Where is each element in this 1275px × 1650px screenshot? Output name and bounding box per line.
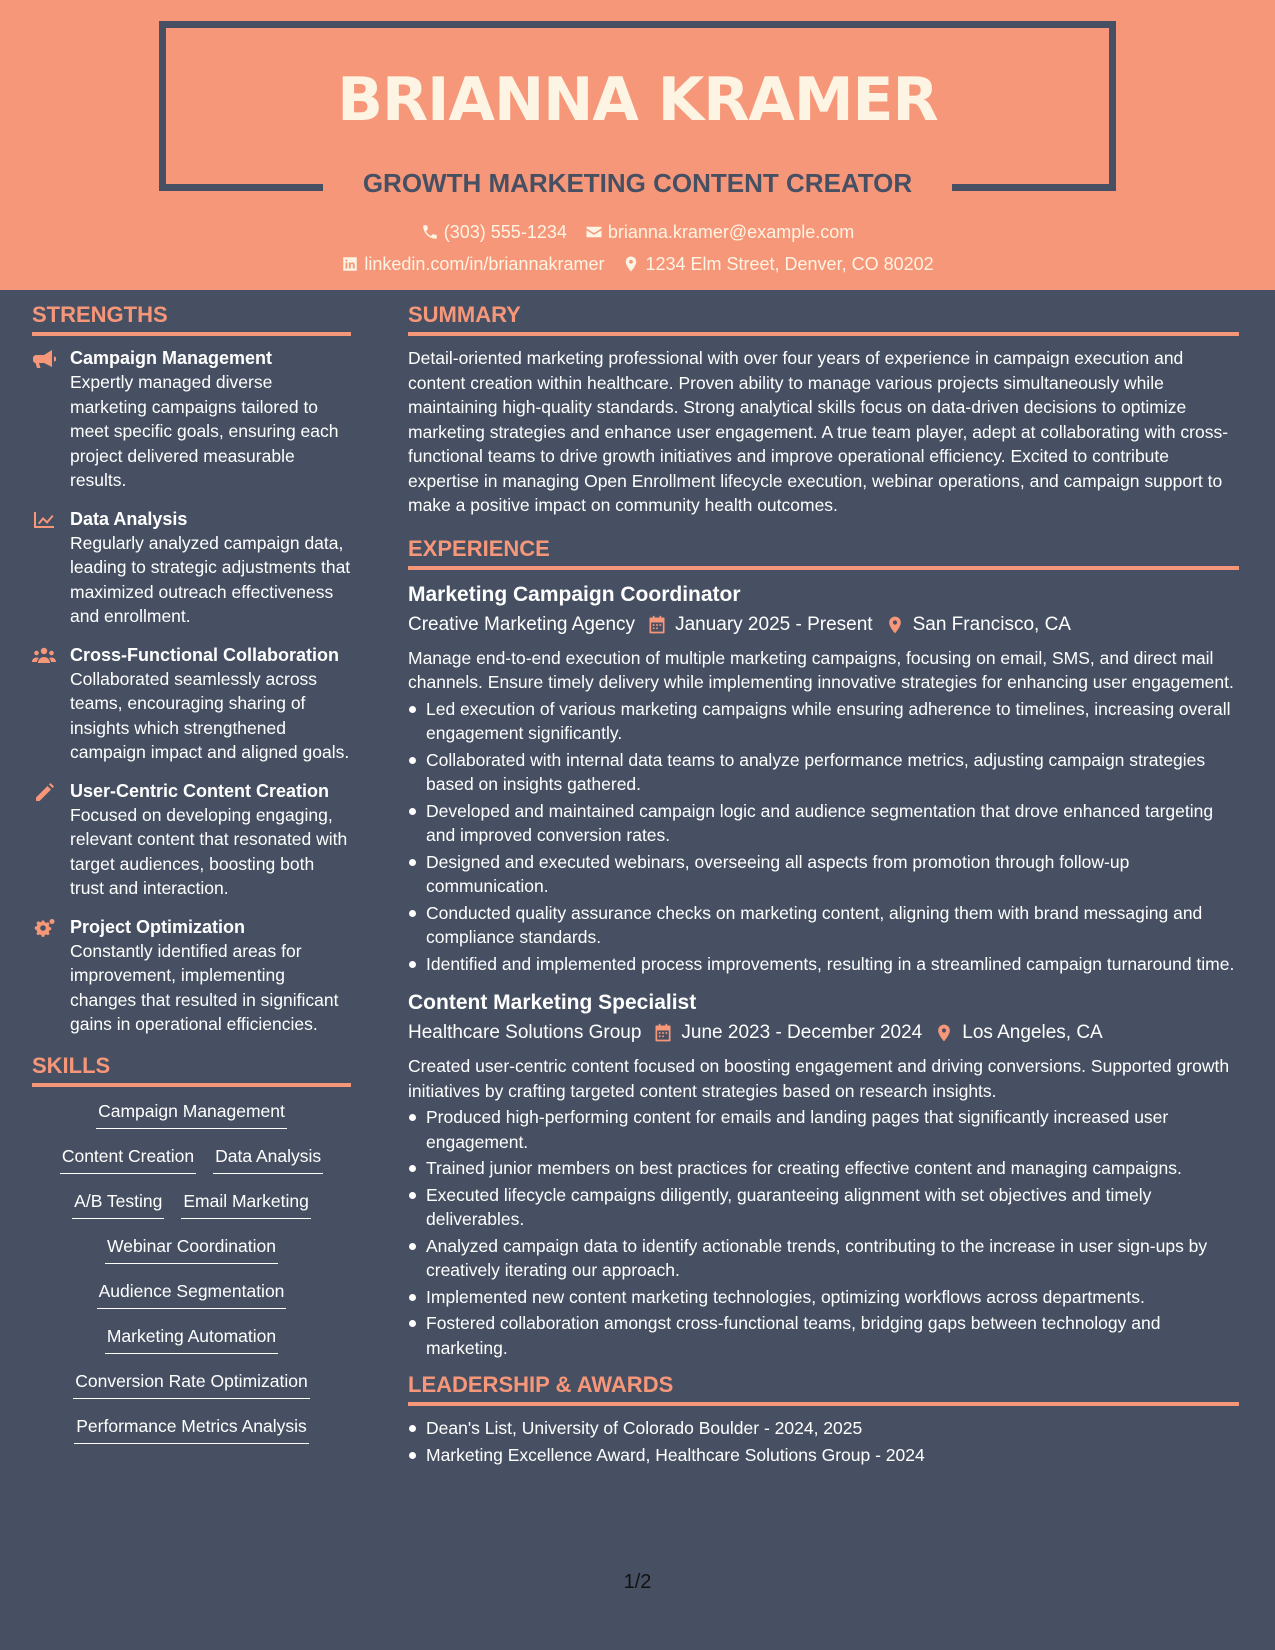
candidate-role: GROWTH MARKETING CONTENT CREATOR	[362, 168, 913, 198]
strength-item	[32, 915, 351, 1037]
gears-icon	[32, 918, 56, 938]
linkedin-icon	[341, 255, 359, 273]
left-column	[32, 300, 351, 1457]
skills-line	[32, 1142, 351, 1174]
job-bullet: Collaborated with internal data teams to analyze performance metrics, adjusting campaign strategies based on insights gathered.	[408, 748, 1239, 797]
job-entry	[408, 580, 1239, 977]
job-location: San Francisco, CA	[912, 613, 1071, 635]
skill-tag: Performance Metrics Analysis	[74, 1412, 309, 1444]
map-pin-icon	[934, 1023, 954, 1043]
strength-title: Project Optimization	[70, 916, 246, 937]
strength-item	[32, 346, 351, 493]
pencil-icon	[32, 782, 56, 802]
strength-title: Cross-Functional Collaboration	[70, 644, 340, 665]
skills-heading: SKILLS	[32, 1051, 351, 1087]
job-bullet: Implemented new content marketing technologies, optimizing workflows across departments.	[408, 1285, 1239, 1310]
job-entry	[408, 988, 1239, 1360]
candidate-name: BRIANNA KRAMER	[337, 65, 938, 135]
strength-title: Data Analysis	[70, 508, 188, 529]
job-dates: June 2023 - December 2024	[681, 1022, 923, 1043]
job-location: Los Angeles, CA	[962, 1022, 1103, 1043]
skill-tag: Conversion Rate Optimization	[73, 1367, 309, 1399]
job-title: Marketing Campaign Coordinator	[408, 582, 741, 606]
contact-address	[622, 251, 933, 277]
awards-heading: LEADERSHIP & AWARDS	[408, 1370, 1239, 1406]
skill-tag: Marketing Automation	[105, 1322, 278, 1354]
job-company: Creative Marketing Agency	[408, 613, 636, 635]
skill-tag: Content Creation	[60, 1142, 196, 1174]
job-meta	[408, 610, 1239, 640]
address-text: 1234 Elm Street, Denver, CO 80202	[645, 254, 934, 274]
header-frame-top	[159, 21, 1116, 28]
job-dates: January 2025 - Present	[675, 613, 873, 635]
skill-tag: Webinar Coordination	[105, 1232, 278, 1264]
skill-tag: Campaign Management	[96, 1097, 287, 1129]
strength-desc: Collaborated seamlessly across teams, encouraging sharing of insights which strengthened campaign impact and aligned goals.	[70, 668, 350, 762]
job-bullet: Analyzed campaign data to identify actionable trends, contributing to the increase in user sign-ups by creatively iterating our approach.	[408, 1234, 1239, 1283]
skills-list	[32, 1097, 351, 1444]
strengths-heading: STRENGTHS	[32, 300, 351, 336]
skills-line	[32, 1367, 351, 1399]
strength-desc: Regularly analyzed campaign data, leading to strategic adjustments that maximized outreach effectiveness and enrollment.	[70, 532, 351, 626]
megaphone-icon	[32, 349, 56, 369]
strength-title: User-Centric Content Creation	[70, 780, 330, 801]
skill-tag: Audience Segmentation	[97, 1277, 287, 1309]
line-chart-icon	[32, 510, 56, 530]
summary-text: Detail-oriented marketing professional with over four years of experience in campaign execution and content creation within healthcare. Proven ability to manage various projects simultaneously while maintaining high-quality standards. Strong analytical skills focus on data-driven decisions to optimize marketing strategies and enhance user engagement. A true team player, adept at collaborating with cross-functional teams to drive growth initiatives and improve operational efficiency. Excited to contribute expertise in managing Open Enrollment lifecycle execution, webinar operations, and campaign support to make a positive impact on community health outcomes.	[408, 348, 1229, 515]
award-item: Dean's List, University of Colorado Boulder - 2024, 2025	[408, 1416, 1239, 1441]
job-bullet: Conducted quality assurance checks on marketing content, aligning them with brand messaging and compliance standards.	[408, 901, 1239, 950]
strength-item	[32, 643, 351, 765]
awards-list	[408, 1416, 1239, 1467]
strength-item	[32, 779, 351, 901]
strength-desc: Expertly managed diverse marketing campaigns tailored to meet specific goals, ensuring each project delivered measurable results.	[70, 372, 339, 490]
skills-line	[32, 1322, 351, 1354]
skill-tag: Email Marketing	[181, 1187, 310, 1219]
job-bullet: Fostered collaboration amongst cross-functional teams, bridging gaps between technology and marketing.	[408, 1311, 1239, 1360]
job-description: Manage end-to-end execution of multiple marketing campaigns, focusing on email, SMS, and direct mail channels. Ensure timely delivery while implementing innovative strategies for enhancing user engagement.	[408, 647, 1234, 692]
right-column	[408, 300, 1239, 1469]
skill-tag: A/B Testing	[72, 1187, 164, 1219]
job-bullet: Identified and implemented process improvements, resulting in a streamlined campaign turnaround time.	[408, 952, 1239, 977]
map-pin-icon	[885, 615, 905, 635]
job-bullets	[408, 697, 1239, 977]
page-number: 1/2	[623, 1571, 652, 1593]
contact-row-1	[0, 219, 1275, 245]
summary-heading: SUMMARY	[408, 300, 1239, 336]
job-bullet: Executed lifecycle campaigns diligently, guaranteeing alignment with set objectives and timely deliverables.	[408, 1183, 1239, 1232]
strength-item	[32, 507, 351, 629]
skill-tag: Data Analysis	[213, 1142, 323, 1174]
job-company: Healthcare Solutions Group	[408, 1022, 642, 1043]
skills-line	[32, 1097, 351, 1129]
strength-title: Campaign Management	[70, 348, 273, 368]
contact-phone[interactable]	[421, 219, 567, 245]
users-icon	[32, 646, 56, 666]
strength-desc: Constantly identified areas for improvement, implementing changes that resulted in significant gains in operational efficiencies.	[70, 940, 339, 1034]
email-text: brianna.kramer@example.com	[607, 222, 855, 242]
job-meta	[408, 1018, 1239, 1048]
experience-heading: EXPERIENCE	[408, 534, 1239, 570]
contact-email[interactable]	[585, 219, 854, 245]
job-bullet: Produced high-performing content for emails and landing pages that significantly increased user engagement.	[408, 1105, 1239, 1154]
job-bullet: Led execution of various marketing campaigns while ensuring adherence to timelines, increasing overall engagement significantly.	[408, 697, 1239, 746]
job-bullets	[408, 1105, 1239, 1360]
skills-line	[32, 1187, 351, 1219]
skills-line	[32, 1277, 351, 1309]
job-description: Created user-centric content focused on boosting engagement and driving conversions. Supported growth initiatives by crafting targeted content strategies based on research insights.	[408, 1056, 1230, 1101]
calendar-icon	[653, 1023, 673, 1043]
phone-icon	[421, 223, 439, 241]
resume-header	[0, 0, 1275, 290]
calendar-icon	[647, 615, 667, 635]
envelope-icon	[585, 223, 603, 241]
contact-linkedin[interactable]	[341, 251, 604, 277]
job-bullet: Developed and maintained campaign logic and audience segmentation that drove enhanced targeting and improved conversion rates.	[408, 799, 1239, 848]
job-bullet: Trained junior members on best practices for creating effective content and managing campaigns.	[408, 1156, 1239, 1181]
strength-desc: Focused on developing engaging, relevant content that resonated with target audiences, boosting both trust and interaction.	[70, 804, 348, 898]
skills-line	[32, 1232, 351, 1264]
contact-row-2	[0, 251, 1275, 277]
phone-text: (303) 555-1234	[443, 222, 567, 242]
job-title: Content Marketing Specialist	[408, 991, 697, 1014]
job-bullet: Designed and executed webinars, overseeing all aspects from promotion through follow-up communication.	[408, 850, 1239, 899]
map-pin-icon	[622, 255, 640, 273]
linkedin-text: linkedin.com/in/briannakramer	[364, 254, 605, 274]
award-item: Marketing Excellence Award, Healthcare Solutions Group - 2024	[408, 1443, 1239, 1468]
skills-line	[32, 1412, 351, 1444]
